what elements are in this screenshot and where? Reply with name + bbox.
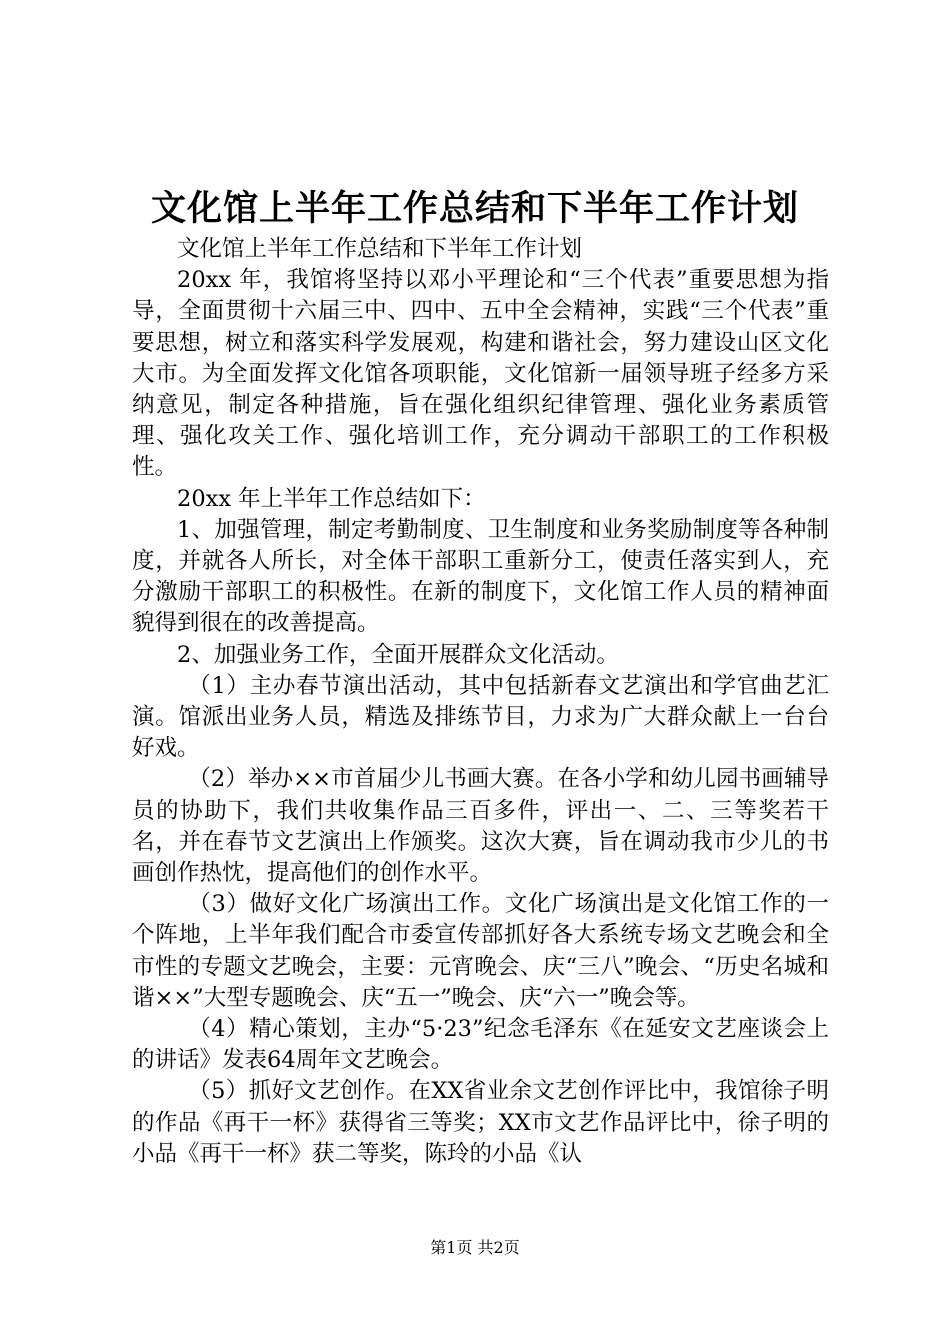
page-footer: 第1页 共2页 [430, 1238, 520, 1257]
summary-heading-paragraph: 20xx 年上半年工作总结如下： [177, 485, 486, 512]
document-title: 文化馆上半年工作总结和下半年工作计划 [150, 188, 799, 229]
sub-item-4-paragraph: （4）精心策划，主办“5·23”纪念毛泽东《在延安文艺座谈会上的讲话》发表64周年文艺晚会。 [132, 1016, 829, 1074]
intro-paragraph: 20xx 年，我馆将坚持以邓小平理论和“三个代表”重要思想为指导，全面贯彻十六届三中、四中、五中全会精神，实践“三个代表”重要思想，树立和落实科学发展观，构建和谐社会，努力建设山区文化大市。为全面发挥文化馆各项职能，文化馆新一届领导班子经多方采纳意见，制定各种措施，旨在强化组织纪律管理、强化业务素质管理、强化攻关工作、强化培训工作，充分调动干部职工的工作积极性。 [132, 267, 829, 481]
sub-item-1-paragraph: （1）主办春节演出活动，其中包括新春文艺演出和学官曲艺汇演。馆派出业务人员，精选及排练节目，力求为广大群众献上一台台好戏。 [132, 672, 829, 762]
sub-item-5-paragraph: （5）抓好文艺创作。在XX省业余文艺创作评比中，我馆徐子明的作品《再干一杯》获得省三等奖；XX市文艺作品评比中，徐子明的小品《再干一杯》获二等奖，陈玲的小品《认 [132, 1078, 829, 1167]
sub-item-2-paragraph: （2）举办××市首届少儿书画大赛。在各小学和幼儿园书画辅导员的协助下，我们共收集作品三百多件，评出一、二、三等奖若干名，并在春节文艺演出上作颁奖。这次大赛，旨在调动我市少儿的书画创作热忱，提高他们的创作水平。 [132, 766, 829, 887]
sub-item-3-paragraph: （3）做好文化广场演出工作。文化广场演出是文化馆工作的一个阵地，上半年我们配合市委宣传部抓好各大系统专场文艺晚会和全市性的专题文艺晚会，主要：元宵晚会、庆“三八”晚会、“历史名城和谐××”大型专题晚会、庆“五一”晚会、庆“六一”晚会等。 [132, 891, 829, 1011]
item-2-paragraph: 2、加强业务工作，全面开展群众文化活动。 [177, 641, 619, 668]
item-1-paragraph: 1、加强管理，制定考勤制度、卫生制度和业务奖励制度等各种制度，并就各人所长，对全体干部职工重新分工，使责任落实到人，充分激励干部职工的积极性。在新的制度下，文化馆工作人员的精神面貌得到很在的改善提高。 [132, 516, 829, 637]
document-body [132, 234, 829, 1170]
subtitle-paragraph: 文化馆上半年工作总结和下半年工作计划 [177, 236, 583, 262]
